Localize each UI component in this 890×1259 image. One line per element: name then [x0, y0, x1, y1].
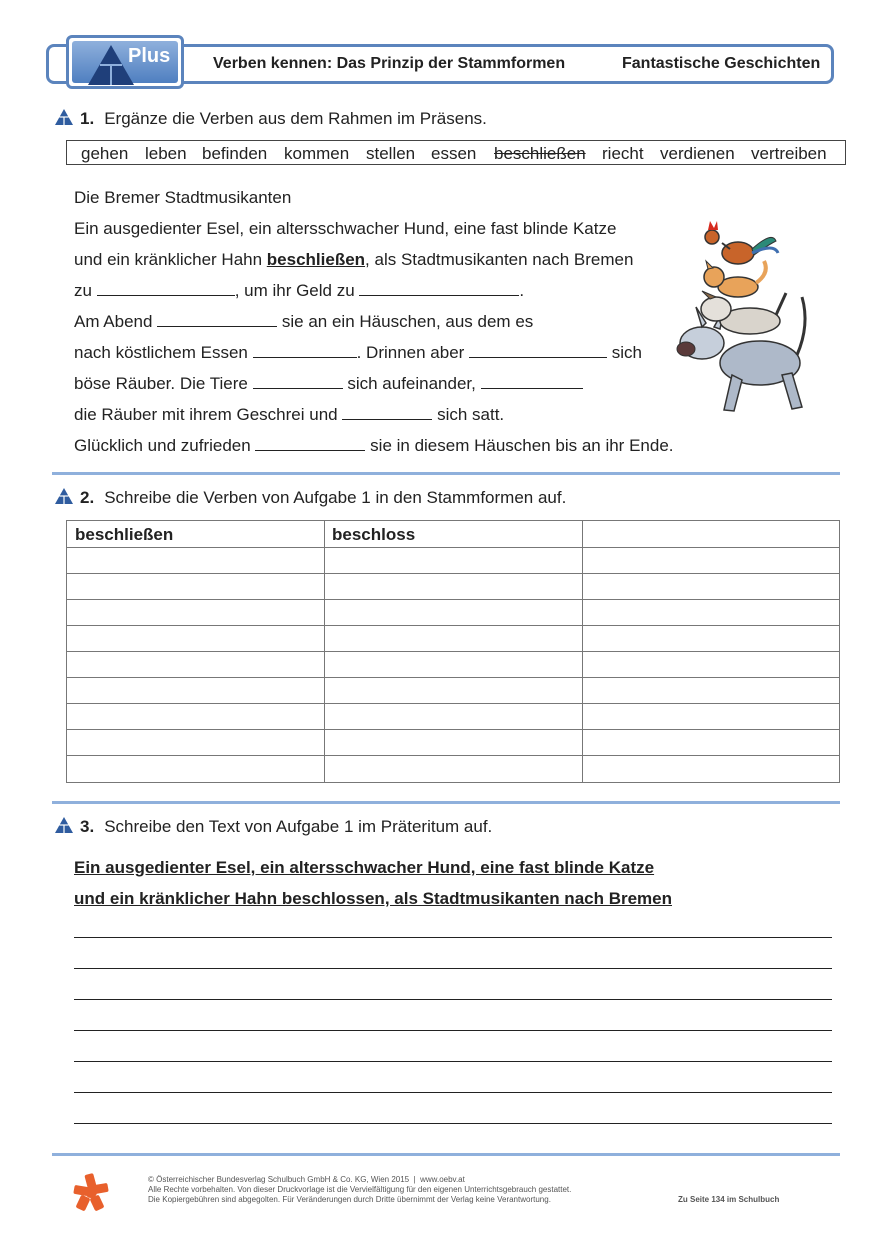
- plus-logo: [66, 35, 184, 89]
- story-text: . Drinnen aber: [356, 343, 470, 362]
- table-cell-infinitive: beschließen: [75, 525, 174, 544]
- task2-heading: [80, 488, 566, 508]
- task3-heading: [80, 817, 492, 837]
- story-text: und ein kränklicher Hahn: [74, 250, 267, 269]
- answer-blank[interactable]: [359, 281, 519, 296]
- model-answer-line-2: und ein kränklicher Hahn beschlossen, als Stadtmusikanten nach Bremen: [74, 889, 673, 908]
- story-text: sich aufeinander,: [342, 374, 481, 393]
- table-cell-preterite: beschloss: [332, 525, 416, 544]
- story-line-3: [74, 281, 524, 301]
- word-item: verdienen: [660, 144, 735, 163]
- writing-line[interactable]: [74, 937, 832, 938]
- small-triangle-icon: [54, 816, 74, 834]
- story-text: sie in diesem Häuschen bis an ihr Ende.: [365, 436, 674, 455]
- bremen-town-musicians-illustration: [672, 215, 812, 420]
- small-triangle-icon: [54, 487, 74, 505]
- task3-instruction: Schreibe den Text von Aufgabe 1 im Präteritum auf.: [104, 817, 493, 836]
- story-text: , als Stadtmusikanten nach Bremen: [365, 250, 634, 269]
- worksheet-topic: Fantastische Geschichten: [622, 55, 821, 72]
- table-row-divider: [67, 573, 839, 574]
- task2-instruction: Schreibe die Verben von Aufgabe 1 in den Stammformen auf.: [104, 488, 567, 507]
- table-row-divider: [67, 599, 839, 600]
- answer-blank[interactable]: [97, 281, 235, 296]
- word-item-struck: beschließen: [494, 144, 586, 163]
- table-row-divider: [67, 703, 839, 704]
- footer-fees: Die Kopiergebühren sind abgegolten. Für Veränderungen durch Dritte übernimmt der Verlag keine Verantwortung.: [148, 1195, 551, 1204]
- publisher-star-logo-icon: [72, 1172, 110, 1212]
- task1-heading: [80, 109, 487, 129]
- task2-number: 2.: [80, 488, 95, 507]
- model-answer-line-1: Ein ausgedienter Esel, ein altersschwacher Hund, eine fast blinde Katze: [74, 858, 655, 877]
- word-item: vertreiben: [751, 144, 827, 163]
- stem-forms-table: [66, 520, 840, 783]
- word-item: gehen: [81, 144, 129, 163]
- footer-copyright-block: [148, 1175, 571, 1205]
- worksheet-title: Verben kennen: Das Prinzip der Stammformen: [213, 55, 566, 72]
- writing-line[interactable]: [74, 1030, 832, 1031]
- small-triangle-icon: [54, 108, 74, 126]
- answer-blank[interactable]: [253, 374, 343, 389]
- table-row-divider: [67, 677, 839, 678]
- answer-blank[interactable]: [469, 343, 607, 358]
- word-item: leben: [145, 144, 187, 163]
- task1-instruction: Ergänze die Verben aus dem Rahmen im Präsens.: [104, 109, 487, 128]
- section-divider: [52, 801, 840, 804]
- story-line-5: [74, 343, 642, 363]
- answer-blank[interactable]: [253, 343, 357, 358]
- story-line-7: [74, 405, 504, 425]
- story-line-4: [74, 312, 533, 332]
- table-row-divider: [67, 729, 839, 730]
- story-line-2: [74, 250, 633, 270]
- writing-line[interactable]: [74, 1123, 832, 1124]
- table-row-divider: [67, 547, 839, 548]
- footer-copyright: © Österreichischer Bundesverlag Schulbuch GmbH & Co. KG, Wien 2015 | www.oebv.at: [148, 1175, 465, 1184]
- story-line-1: Ein ausgedienter Esel, ein altersschwacher Hund, eine fast blinde Katze: [74, 219, 617, 238]
- answer-blank[interactable]: [342, 405, 432, 420]
- story-text: zu: [74, 281, 97, 300]
- story-text: Glücklich und zufrieden: [74, 436, 256, 455]
- story-text: Am Abend: [74, 312, 158, 331]
- writing-line[interactable]: [74, 968, 832, 969]
- word-item: befinden: [202, 144, 268, 163]
- task1-number: 1.: [80, 109, 95, 128]
- story-text: nach köstlichem Essen: [74, 343, 253, 362]
- story-text: die Räuber mit ihrem Geschrei und: [74, 405, 343, 424]
- word-box: [66, 140, 846, 165]
- word-item: stellen: [366, 144, 416, 163]
- table-row-divider: [67, 625, 839, 626]
- word-item: essen: [431, 144, 477, 163]
- story-text: böse Räuber. Die Tiere: [74, 374, 253, 393]
- story-line-8: [74, 436, 674, 456]
- story-title: Die Bremer Stadtmusikanten: [74, 188, 292, 207]
- schoolbook-page-reference: Zu Seite 134 im Schulbuch: [678, 1195, 780, 1204]
- word-item: kommen: [284, 144, 350, 163]
- story-text: sich satt.: [432, 405, 505, 424]
- task3-number: 3.: [80, 817, 95, 836]
- table-row-divider: [67, 651, 839, 652]
- table-row-divider: [67, 755, 839, 756]
- writing-line[interactable]: [74, 1092, 832, 1093]
- section-divider: [52, 472, 840, 475]
- story-line-6: [74, 374, 583, 394]
- footer-rights: Alle Rechte vorbehalten. Von dieser Druckvorlage ist die Vervielfältigung für den eigenen Unterrichtsgebrauch gestattet.: [148, 1185, 572, 1194]
- writing-line[interactable]: [74, 1061, 832, 1062]
- story-text: .: [519, 281, 525, 300]
- logo-plus-text: Plus: [128, 45, 171, 67]
- writing-line[interactable]: [74, 999, 832, 1000]
- footer-divider: [52, 1153, 840, 1156]
- answer-blank[interactable]: [481, 374, 583, 389]
- answer-blank[interactable]: [157, 312, 277, 327]
- example-answer: beschließen: [266, 250, 366, 269]
- answer-blank[interactable]: [255, 436, 365, 451]
- word-item: riecht: [602, 144, 644, 163]
- story-text: sie an ein Häuschen, aus dem es: [277, 312, 534, 331]
- story-text: sich: [607, 343, 643, 362]
- story-text: , um ihr Geld zu: [234, 281, 360, 300]
